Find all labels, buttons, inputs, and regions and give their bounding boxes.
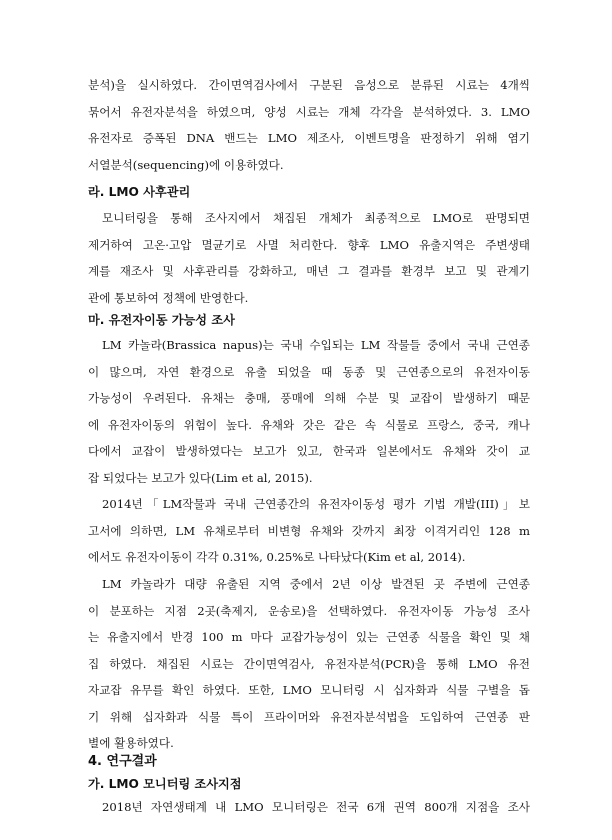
text-line: 에 유전자이동의 위험이 높다. 유채와 갓은 같은 속 식물로 프랑스, 중국, 캐나 xyxy=(88,417,530,432)
text-line: 별에 활용하였다. xyxy=(88,736,174,750)
text-line: 기 위해 십자화과 식물 특이 프라이머와 유전자분석법을 도입하여 근연종 판 xyxy=(88,709,530,724)
paragraph-canola-gene-flow xyxy=(88,332,530,491)
text-line: 2018년 자연생태계 내 LMO 모니터링은 전국 6개 권역 800개 지점을 조사 xyxy=(102,800,530,814)
paragraph-lmo-aftercare xyxy=(88,205,530,311)
paragraph-survey-sites xyxy=(88,571,530,757)
text-line: 분석)을 실시하였다. 간이면역검사에서 구분된 음성으로 분류된 시료는 4개씩 xyxy=(88,78,530,92)
text-line: 관에 통보하여 정책에 반영한다. xyxy=(88,290,249,305)
text-line: 서열분석(sequencing)에 이용하였다. xyxy=(88,157,284,172)
text-line: LM 카놀라가 대량 유출된 지역 중에서 2년 이상 발견된 곳 주변에 근연종 xyxy=(102,577,530,591)
text-line: 에서도 유전자이동이 각각 0.31%, 0.25%로 나타났다(Kim et al, 2014). xyxy=(88,550,466,564)
paragraph-2014-report xyxy=(88,491,530,571)
paragraph-2018-monitoring xyxy=(88,794,530,821)
text-line: LM 카놀라(Brassica napus)는 국내 수입되는 LM 작물들 중에서 국내 근연종 xyxy=(102,338,530,352)
section-heading-lmo-aftercare: 라. LMO 사후관리 xyxy=(88,185,191,199)
text-line: 이 분포하는 지점 2곳(축제지, 운송로)을 선택하였다. 유전자이동 가능성 조사 xyxy=(88,603,530,618)
text-line: 자교잡 유무를 확인 하였다. 또한, LMO 모니터링 시 십자화과 식물 구별을 돕 xyxy=(88,683,530,697)
text-line: 2014년「LM작물과 국내 근연종간의 유전자이동성 평가 기법 개발(III)」보 xyxy=(102,497,530,511)
text-line: 이 많으며, 자연 환경으로 유출 되었을 때 동종 및 근연종으로의 유전자이동 xyxy=(88,364,530,379)
text-line: 고서에 의하면, LM 유채로부터 비변형 유채와 갓까지 최장 이격거리인 128 m xyxy=(88,523,530,538)
paragraph-analysis-method xyxy=(88,72,530,178)
text-line: 모니터링을 통해 조사지에서 채집된 개체가 최종적으로 LMO로 판명되면 xyxy=(102,211,530,225)
text-line: 다에서 교잡이 발생하였다는 보고가 있고, 한국과 일본에서도 유채와 갓이 교 xyxy=(88,444,530,458)
section-heading-monitoring-sites: 가. LMO 모니터링 조사지점 xyxy=(88,777,242,791)
text-line: 잡 되었다는 보고가 있다(Lim et al, 2015). xyxy=(88,470,313,485)
text-line: 유전자로 증폭된 DNA 밴드는 LMO 제조사, 이벤트명을 판정하기 위해 염기 xyxy=(88,131,530,145)
text-line: 는 유출지에서 반경 100 m 마다 교잡가능성이 있는 근연종 식물을 확인 및 채 xyxy=(88,630,530,644)
section-heading-gene-flow: 마. 유전자이동 가능성 조사 xyxy=(88,313,235,327)
text-line: 묶어서 유전자분석을 하였으며, 양성 시료는 개체 각각을 분석하였다. 3. LMO xyxy=(88,104,530,119)
text-line: 집 하였다. 채집된 시료는 간이면역검사, 유전자분석(PCR)을 통해 LMO 유전 xyxy=(88,656,530,671)
text-line: 가능성이 우려된다. 유채는 충매, 풍매에 의해 수분 및 교잡이 발생하기 때문 xyxy=(88,391,530,405)
text-line: 계를 재조사 및 사후관리를 강화하고, 매년 그 결과를 환경부 보고 및 관계기 xyxy=(88,264,530,278)
text-line: 제거하여 고온·고압 멸균기로 사멸 처리한다. 향후 LMO 유출지역은 주변생태 xyxy=(88,237,530,252)
section-heading-results: 4. 연구결과 xyxy=(88,754,157,769)
